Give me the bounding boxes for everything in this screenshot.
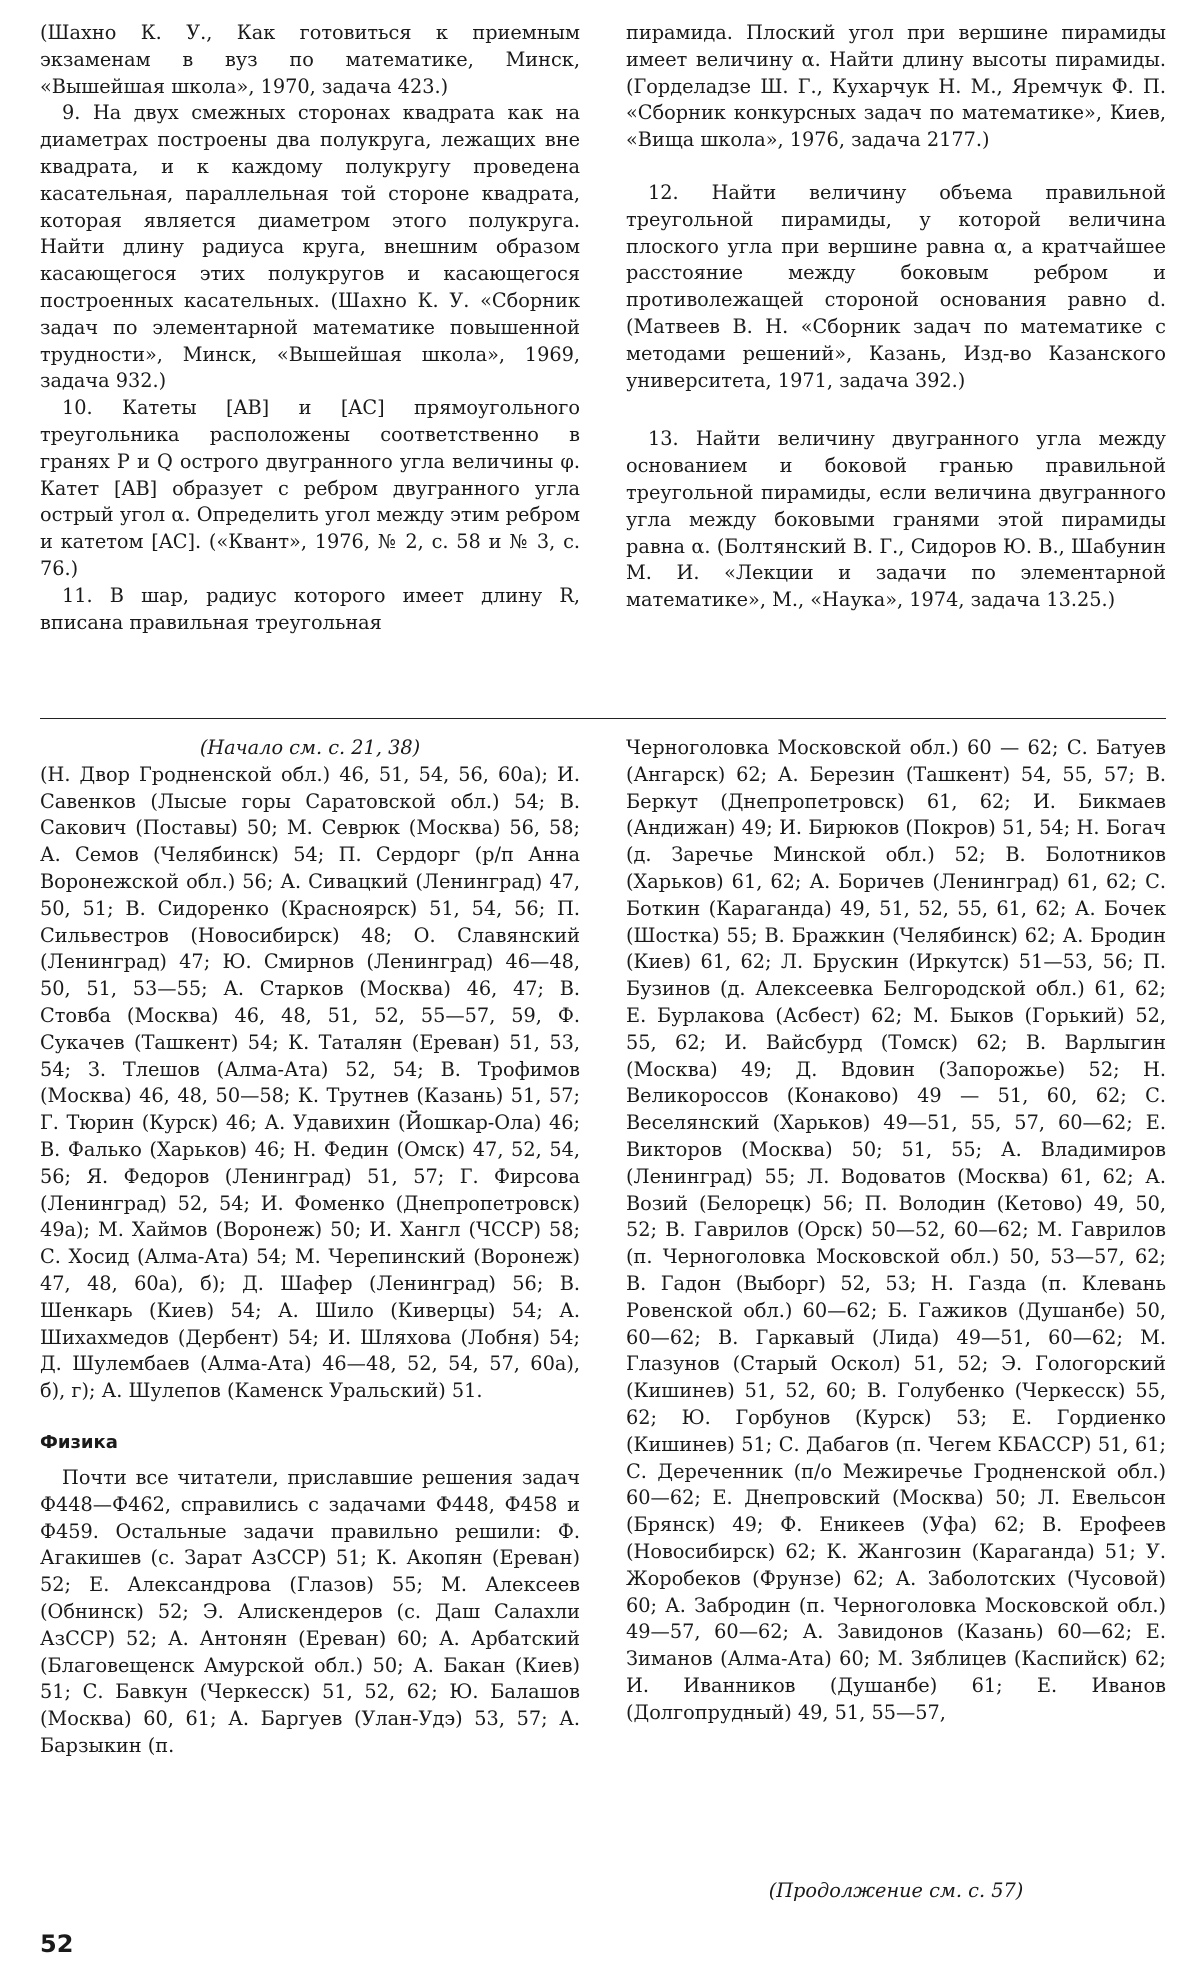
math-solvers-list-end: (Н. Двор Гродненской обл.) 46, 51, 54, 56, 60а); И. Савенков (Лысые горы Саратовской обл.) 54; В. Сакович (Поставы) 50; М. Севрюк (Москва) 56, 58; А. Семов (Челябинск) 54; П. Сердорг (р/п Анна Воронежской обл.) 56; А. Сивацкий (Ленинград) 47, 50, 51; В. Сидоренко (Красноярск) 51, 54, 56; П. Сильвестров (Новосибирск) 48; О. Славянский (Ленинград) 47; Ю. Смирнов (Ленинград) 46—48, 50, 51, 53—55; А. Старков (Москва) 46, 47; В. Стовба (Москва) 46, 48, 51, 52, 55—57, 59, Ф. Сукачев (Ташкент) 54; К. Таталян (Ереван) 51, 53, 54; З. Тлешов (Алма-Ата) 52, 54; В. Трофимов (Москва) 46, 48, 50—58; К. Трутнев (Казань) 51, 57; Г. Тюрин (Курск) 46; А. Удавихин (Йошкар-Ола) 46; В. Фалько (Харьков) 46; Н. Федин (Омск) 47, 52, 54, 56; Я. Федоров (Ленинград) 51, 57; Г. Фирсова (Ленинград) 52, 54; И. Фоменко (Днепропетровск) 49а); М. Хаймов (Воронеж) 50; И. Хангл (ЧССР) 58; С. Хосид (Алма-Ата) 54; М. Черепинский (Воронеж) 47, 48, 60а), б); Д. Шафер (Ленинград) 56; В. Шенкарь (Киев) 54; А. Шило (Киверцы) 54; А. Шихахмедов (Дербент) 54; И. Шляхова (Лобня) 54; Д. Шулембаев (Алма-Ата) 46—48, 52, 54, 57, 60а), б), г); А. Шулепов (Каменск Уральский) 51. <box>40 762 580 1403</box>
page-number: 52 <box>40 1930 74 1958</box>
problem-12: 12. Найти величину объема правильной треугольной пирамиды, у которой величина плоского угла при вершине равна α, а кратчайшее расстояние между боковым ребром и противолежащей стороной основания равно d. (Матвеев В. Н. «Сборник задач по математике с методами решений», Казань, Изд-во Казанского университета, 1971, задача 392.) <box>626 180 1166 392</box>
continuation-note-bottom <box>626 1878 1166 1905</box>
problem-8-source: (Шахно К. У., Как готовиться к приемным экзаменам в вуз по математике, Минск, «Вышейшая школа», 1970, задача 423.) <box>40 21 580 98</box>
physics-solvers-intro: Почти все читатели, приславшие решения задач Ф448—Ф462, справились с задачами Ф448, Ф458 и Ф459. Остальные задачи правильно решили: Ф. Агакишев (с. Зарат АзССР) 51; К. Акопян (Ереван) 52; Е. Александрова (Глазов) 55; М. Алексеев (Обнинск) 52; Э. Алискендеров (с. Даш Салахли АзССР) 52; А. Антонян (Ереван) 60; А. Арбатский (Благовещенск Амурской обл.) 50; А. Бакан (Киев) 51; С. Бавкун (Черкесск) 51, 52, 62; Ю. Балашов (Москва) 60, 61; А. Баргуев (Улан-Удэ) 53, 57; А. Барзыкин (п. <box>40 1465 580 1757</box>
problem-9: 9. На двух смежных сторонах квадрата как на диаметрах построены два полукруга, лежащих вне квадрата, и к каждому полукругу проведена касательная, параллельная той стороне квадрата, которая является диаметром этого полукруга. Найти длину радиуса круга, внешним образом касающегося этих полукругов и касающегося построенных касательных. (Шахно К. У. «Сборник задач по элементарной математике повышенной трудности», Минск, «Вышейшая школа», 1969, задача 932.) <box>40 101 580 393</box>
section-divider <box>40 718 1166 719</box>
physics-solvers-list: Черноголовка Московской обл.) 60 — 62; С. Батуев (Ангарск) 62; А. Березин (Ташкент) 54, 55, 57; В. Беркут (Днепропетровск) 61, 62; И. Бикмаев (Андижан) 49; И. Бирюков (Покров) 51, 54; Н. Богач (д. Заречье Минской обл.) 52; В. Болотников (Харьков) 61, 62; А. Боричев (Ленинград) 61, 62; С. Боткин (Караганда) 49, 51, 52, 55, 61, 62; А. Бочек (Шостка) 55; В. Бражкин (Челябинск) 62; А. Бродин (Киев) 61, 62; Л. Брускин (Иркутск) 51—53, 56; П. Бузинов (д. Алексеевка Белгородской обл.) 61, 62; Е. Бурлакова (Асбест) 62; М. Быков (Горький) 52, 55, 62; И. Вайсбурд (Томск) 62; В. Варлыгин (Москва) 49; Д. Вдовин (Запорожье) 52; Н. Великороссов (Конаково) 49 — 51, 60, 62; С. Веселянский (Харьков) 49—51, 55, 57, 60—62; Е. Викторов (Москва) 50; 51, 55; А. Владимиров (Ленинград) 55; Л. Водоватов (Москва) 61, 62; А. Возий (Белорецк) 56; П. Володин (Кетово) 49, 50, 52; В. Гаврилов (Орск) 50—52, 60—62; М. Гаврилов (п. Черноголовка Московской обл.) 50, 53—57, 62; В. Гадон (Выборг) 52, 53; Н. Газда (п. Клевань Ровенской обл.) 60—62; Б. Гажиков (Душанбе) 50, 60—62; В. Гаркавый (Лида) 49—51, 60—62; М. Глазунов (Старый Оскол) 51, 52; Э. Гологорский (Кишинев) 51, 52, 60; В. Голубенко (Черкесск) 55, 62; Ю. Горбунов (Курск) 53; Е. Гордиенко (Кишинев) 51; С. Дабагов (п. Чегем КБАССР) 51, 61; С. Дереченник (п/о Межиречье Гродненской обл.) 60—62; Е. Днепровский (Москва) 50; Л. Евельсон (Брянск) 49; Ф. Еникеев (Уфа) 62; В. Ерофеев (Новосибирск) 62; К. Жангозин (Караганда) 51; У. Жоробеков (Фрунзе) 62; А. Заболотских (Чусовой) 60; А. Забродин (п. Черноголовка Московской обл.) 49—57, 60—62; А. Завидонов (Казань) 60—62; Е. Зиманов (Алма-Ата) 60; М. Зяблицев (Каспийск) 62; И. Иванников (Душанбе) 61; Е. Иванов (Долгопрудный) 49, 51, 55—57, <box>626 736 1166 1724</box>
problem-11-continued: пирамида. Плоский угол при вершине пирамиды имеет величину α. Найти длину высоты пирамиды. (Горделадзе Ш. Г., Кухарчук Н. М., Яремчук Ф. П. «Сборник конкурсных задач по математике», Киев, «Вища школа», 1976, задача 2177.) <box>626 21 1166 152</box>
section-title-physics: Физика <box>40 1431 118 1453</box>
problem-13: 13. Найти величину двугранного угла между основанием и боковой гранью правильной треугольной пирамиды, если величина двугранного угла между боковыми гранями этой пирамиды равна α. (Болтянский В. Г., Сидоров Ю. В., Шабунин М. И. «Лекции и задачи по элементарной математике», М., «Наука», 1974, задача 13.25.) <box>626 427 1166 612</box>
problem-10: 10. Катеты [AB] и [AC] прямоугольного треугольника расположены соответственно в гранях P и Q острого двугранного угла величины φ. Катет [AB] образует с ребром двугранного угла острый угол α. Определить угол между этим ребром и катетом [AC]. («Квант», 1976, № 2, с. 58 и № 3, с. 76.) <box>40 396 580 580</box>
problems-column-right <box>626 20 1166 614</box>
readers-list-left <box>40 735 580 1760</box>
readers-list-right <box>626 735 1166 1726</box>
continued-on-note: (Продолжение см. с. 57) <box>768 1879 1024 1902</box>
continuation-from-note: (Начало см. с. 21, 38) <box>199 736 421 759</box>
problem-11-start: 11. В шар, радиус которого имеет длину R, вписана правильная треугольная <box>40 583 580 634</box>
problems-column-left <box>40 20 580 636</box>
